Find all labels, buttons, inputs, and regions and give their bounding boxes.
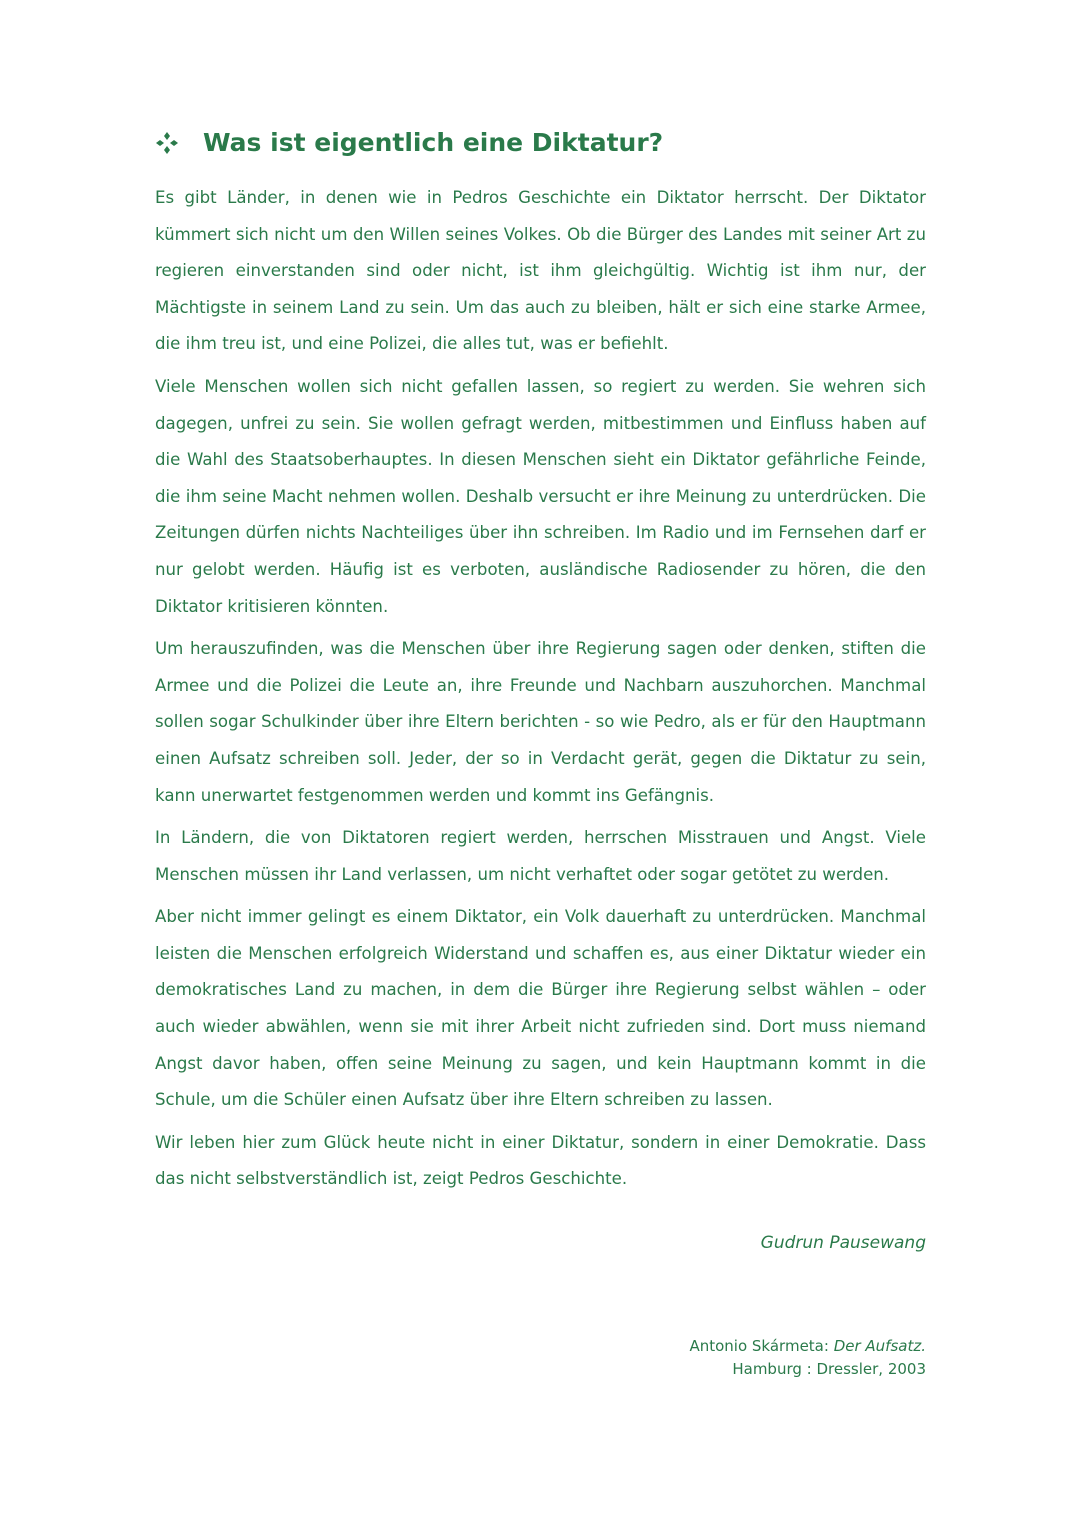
paragraph: Um herauszufinden, was die Menschen über ihre Regierung sagen oder denken, stiften die Armee und die Polizei die Leute an, ihre Freunde und Nachbarn auszuhorchen. Manchmal sollen sogar Schulkinder über ihre Eltern berichten - so wie Pedro, als er für den Hauptmann einen Aufsatz schreiben soll. Jeder, der so in Verdacht gerät, gegen die Diktatur zu sein, kann unerwartet festgenommen werden und kommt ins Gefängnis.	[155, 639, 926, 805]
heading-row	[155, 128, 663, 157]
source-citation	[689, 1335, 926, 1381]
paragraph: Es gibt Länder, in denen wie in Pedros Geschichte ein Diktator herrscht. Der Diktator kümmert sich nicht um den Willen seines Volkes. Ob die Bürger des Landes mit seiner Art zu regieren einverstanden sind oder nicht, ist ihm gleichgültig. Wichtig ist ihm nur, der Mächtigste in seinem Land zu sein. Um das auch zu bleiben, hält er sich eine starke Armee, die ihm treu ist, und eine Polizei, die alles tut, was er befiehlt.	[155, 188, 926, 354]
citation-publisher: Hamburg : Dressler, 2003	[732, 1360, 926, 1378]
citation-book-title: Der Aufsatz.	[833, 1337, 926, 1355]
four-diamond-bullet-icon	[155, 131, 179, 155]
paragraph: Wir leben hier zum Glück heute nicht in einer Diktatur, sondern in einer Demokratie. Dass das nicht selbstverständlich ist, zeigt Pedros Geschichte.	[155, 1132, 926, 1189]
citation-author: Antonio Skármeta:	[689, 1337, 834, 1355]
paragraph: Viele Menschen wollen sich nicht gefallen lassen, so regiert zu werden. Sie wehren sich dagegen, unfrei zu sein. Sie wollen gefragt werden, mitbestimmen und Einfluss haben auf die Wahl des Staatsoberhauptes. In diesen Menschen sieht ein Diktator gefährliche Feinde, die ihm seine Macht nehmen wollen. Deshalb versucht er ihre Meinung zu unterdrücken. Die Zeitungen dürfen nichts Nachteiliges über ihn schreiben. Im Radio und im Fernsehen darf er nur gelobt werden. Häufig ist es verboten, ausländische Radiosender zu hören, die den Diktator kritisieren könnten.	[155, 376, 926, 616]
body-text	[155, 180, 926, 1204]
paragraph: Aber nicht immer gelingt es einem Diktator, ein Volk dauerhaft zu unterdrücken. Manchmal leisten die Menschen erfolgreich Widerstand und schaffen es, aus einer Diktatur wieder ein demokratisches Land zu machen, in dem die Bürger ihre Regierung selbst wählen – oder auch wieder abwählen, wenn sie mit ihrer Arbeit nicht zufrieden sind. Dort muss niemand Angst davor haben, offen seine Meinung zu sagen, und kein Hauptmann kommt in die Schule, um die Schüler einen Aufsatz über ihre Eltern schreiben zu lassen.	[155, 907, 926, 1110]
citation-line-1	[689, 1335, 926, 1358]
author-signature: Gudrun Pausewang	[760, 1233, 926, 1253]
paragraph: In Ländern, die von Diktatoren regiert werden, herrschen Misstrauen und Angst. Viele Menschen müssen ihr Land verlassen, um nicht verhaftet oder sogar getötet zu werden.	[155, 828, 926, 884]
page-title: Was ist eigentlich eine Diktatur?	[203, 128, 664, 157]
